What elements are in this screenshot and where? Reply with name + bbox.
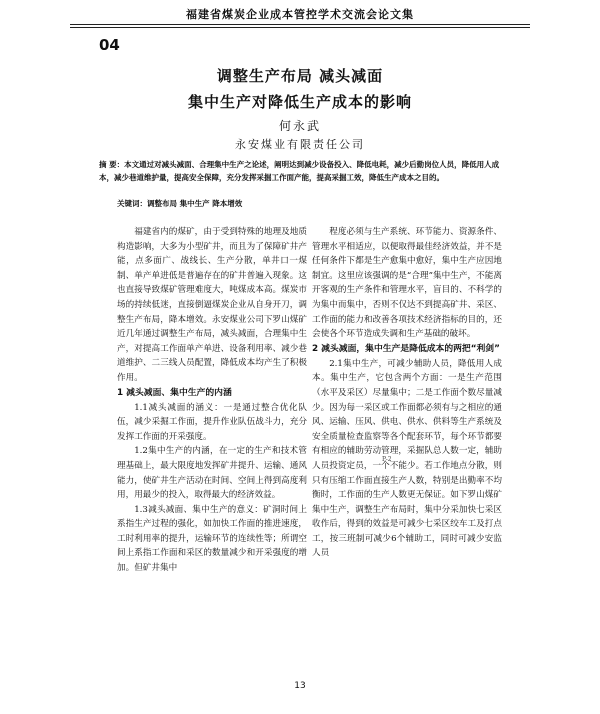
keywords: 关键词：调整布局 集中生产 降本增效 bbox=[117, 199, 243, 208]
paragraph: 福建省内的煤矿，由于受到特殊的地理及地质构造影响，大多为小型矿井，而且为了保障矿井产能，点多面广、战线长、生产分散，单井口一煤制、单产单进低是普遍存在的矿井普遍入现象。这也直接导致煤矿管理难度大，吨煤成本高。煤炭市场的持续低迷，直接倒逼煤炭企业从自身开刀，调整生产布局，降本增效。永安煤业公司下罗山煤矿近几年通过调整生产布局，减头减面，合理集中生产，对提高工作面单产单进、设备利用率、减少巷道维护、二三线人员配置，降低成本均产生了积极作用。 bbox=[117, 227, 307, 383]
abstract: 摘 要：本文通过对减头减面、合理集中生产之论述，阐明达到减少设备投入、降低电耗，减少后勤岗位人员，降低用人成本，减少巷道维护量，提高安全保障，充分发挥采掘工作面产能，提高采掘工效，降低生产成本之目的。 bbox=[99, 160, 500, 182]
title-line-2: 集中生产对降低生产成本的影响 bbox=[187, 93, 412, 111]
section-heading: 1 减头减面、集中生产的内涵 bbox=[117, 387, 232, 398]
scan-mark: P-2 bbox=[382, 456, 392, 463]
paragraph: 程度必须与生产系统、环节能力、资源条件、管理水平相适应，以便取得最佳经济效益，并不是任何条件下都是生产愈集中愈好，集中生产应因地制宜。这里应该强调的是“合理”集中生产，不能离开客观的生产条件和管理水平，盲目的、不科学的为集中而集中，否则不仅达不到提高矿井、采区、工作面的能力和改善各项技术经济指标的目的，还会使各个环节造成失调和生产基础的破坏。 bbox=[312, 227, 502, 340]
paragraph: 2.1集中生产，可减少辅助人员，降低用人成本。集中生产，它包含两个方面：一是生产范围（水平及采区）尽量集中；二是工作面个数尽量减少。因为每一采区或工作面都必须有与之相应的通风、运输、压风、供电、供水、供料等生产系统及安全质量检查监察等各个配套环节，每个环节都要有相应的辅助劳动管理，采掘队总人数一定，辅助人员投资定员，一个不能少。若工作地点分散，则只有压缩工作面直接生产人数，特别是出勤率不均衡时，工作面的生产人数更无保证。如下罗山煤矿集中生产，调整生产布局时，集中分采加快七采区收作后，得到的效益是可减少七采区绞车工及打点工，按三班制可减少6个辅助工，同时可减少安监人员 bbox=[312, 358, 502, 559]
paragraph: 1.3减头减面、集中生产的意义：矿洞时间上系指生产过程的强化，如加快工作面的推进速度，工时利用率的提升，运输环节的连续性等；所谓空间上系指工作面和采区的数量减少和开采强度的增加。但矿井集中 bbox=[117, 504, 307, 574]
paragraph: 1.1减头减面的涵义：一是通过整合优化队伍，减少采掘工作面，提升作业队伍战斗力，充分发挥工作面的开采强度。 bbox=[117, 402, 307, 442]
page-number: 13 bbox=[294, 681, 306, 691]
paragraph: 1.2集中生产的内涵，在一定的生产和技术管理基础上，最大限度地发挥矿井提升、运输、通风能力，使矿井生产活动在时间、空间上得到高度利用，用最少的投入，取得最大的经济效益。 bbox=[117, 446, 307, 501]
author: 何永武 bbox=[278, 119, 321, 133]
right-column bbox=[312, 225, 502, 561]
title-line-1: 调整生产布局 减头减面 bbox=[216, 67, 384, 85]
header-rule-top bbox=[70, 24, 530, 25]
header-rule-bottom bbox=[70, 27, 530, 28]
section-heading: 2 减头减面，集中生产是降低成本的两把“利剑” bbox=[312, 343, 500, 354]
organization: 永安煤业有限责任公司 bbox=[235, 138, 365, 151]
left-column bbox=[117, 225, 307, 576]
article-number: 04 bbox=[99, 36, 120, 54]
running-header: 福建省煤炭企业成本管控学术交流会论文集 bbox=[186, 8, 414, 21]
